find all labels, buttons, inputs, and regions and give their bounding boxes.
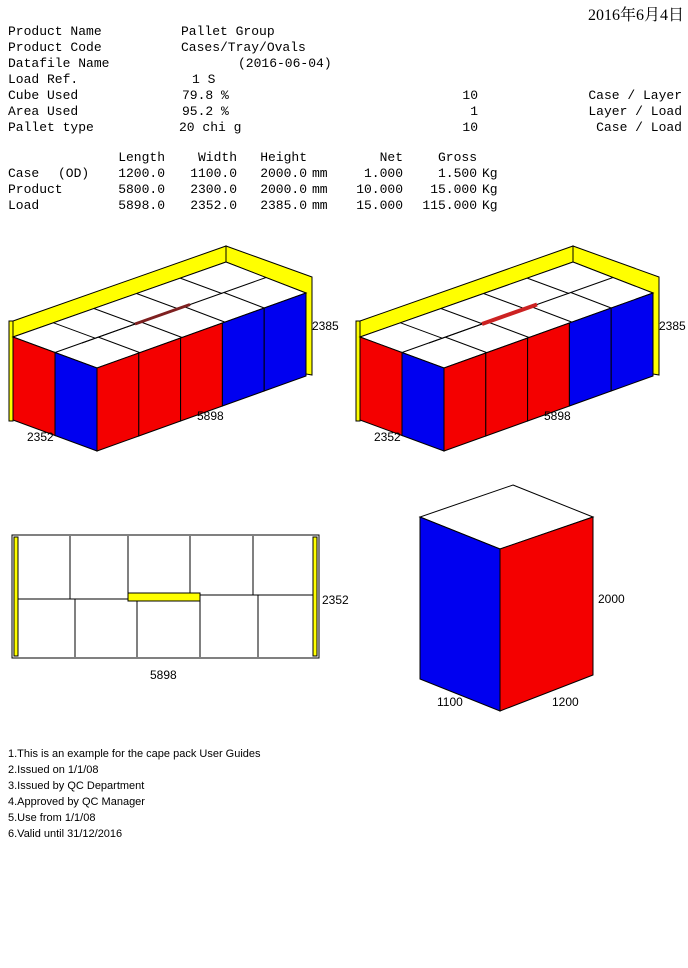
dim-row-product (0, 182, 688, 198)
dim-row-load (0, 198, 688, 214)
case-face-front-4 (569, 308, 611, 406)
info-count: 10 (462, 120, 478, 135)
dim-row-name: Case (8, 166, 40, 181)
dim-length: 5800.0 (118, 182, 165, 197)
dim-unit: mm (312, 166, 328, 181)
info-row-product-code (0, 40, 688, 56)
load-top-view (0, 525, 360, 690)
dim-width: 1100.0 (190, 166, 237, 181)
load-width-label: 2352 (27, 430, 54, 444)
load-iso-view-1 (0, 240, 345, 455)
note-line: 6.Valid until 31/12/2016 (8, 828, 123, 840)
dim-height: 2000.0 (260, 182, 307, 197)
info-count-unit: Layer / Load (588, 104, 682, 119)
dim-weight-unit: Kg (482, 166, 498, 181)
info-row-area-used (0, 104, 688, 120)
case-face-front-5 (264, 293, 306, 391)
case-right-face (500, 517, 593, 711)
info-row-load-ref (0, 72, 688, 88)
footer-notes (8, 746, 261, 842)
case-height-label: 2000 (598, 592, 625, 606)
load-width-label: 2352 (374, 430, 401, 444)
case-length-label: 1200 (552, 695, 579, 709)
load-length-label: 5898 (544, 409, 571, 423)
case-face-end-2 (402, 353, 444, 452)
pallet-wall-end-sliver (9, 321, 13, 421)
info-row-datafile-name (0, 56, 688, 72)
info-label: Product Code (8, 40, 102, 55)
dim-gross: 15.000 (430, 182, 477, 197)
note-line: 1.This is an example for the cape pack User Guides (8, 748, 261, 760)
col-header-width: Width (197, 150, 237, 165)
info-count-unit: Case / Load (596, 120, 682, 135)
info-value: (2016-06-04) (238, 56, 332, 71)
info-row-pallet-type (0, 120, 688, 136)
dim-length: 1200.0 (118, 166, 165, 181)
case-iso-view (395, 475, 645, 720)
case-face-front-2 (486, 338, 528, 436)
case-face-end-2 (55, 353, 97, 452)
note-line: 3.Issued by QC Department (8, 780, 145, 792)
dim-unit: mm (312, 198, 328, 213)
case-face-front-4 (222, 308, 264, 406)
info-row-cube-used (0, 88, 688, 104)
pallet-wall-left (14, 537, 18, 656)
load-width-label: 2352 (322, 593, 349, 607)
info-label: Load Ref. (8, 72, 79, 87)
dim-row-name: Product (8, 182, 63, 197)
info-count-unit: Case / Layer (588, 88, 682, 103)
case-face-front-5 (611, 293, 653, 391)
info-label: Pallet type (8, 120, 94, 135)
info-label: Product Name (8, 24, 102, 39)
dim-net: 1.000 (363, 166, 403, 181)
load-height-label: 2385 (659, 319, 686, 333)
dim-net: 15.000 (356, 198, 403, 213)
case-face-front-1 (444, 353, 486, 451)
case-face-end-1 (13, 337, 55, 436)
dim-row-qualifier: (OD) (58, 166, 90, 181)
info-value: 79.8 % (182, 88, 229, 103)
dim-row-case (0, 166, 688, 182)
dim-weight-unit: Kg (482, 182, 498, 197)
case-face-front-2 (139, 338, 181, 436)
pallet-wall-right (313, 537, 317, 656)
info-label: Area Used (8, 104, 79, 119)
note-line: 5.Use from 1/1/08 (8, 812, 96, 824)
case-face-end-1 (360, 337, 402, 436)
col-header-net: Net (379, 150, 403, 165)
load-length-label: 5898 (150, 668, 177, 682)
dim-table-header (0, 150, 688, 166)
dim-height: 2385.0 (260, 198, 307, 213)
dim-length: 5898.0 (118, 198, 165, 213)
dim-unit: mm (312, 182, 328, 197)
dim-weight-unit: Kg (482, 198, 498, 213)
note-line: 2.Issued on 1/1/08 (8, 764, 99, 776)
note-line: 4.Approved by QC Manager (8, 796, 145, 808)
dim-row-name: Load (8, 198, 40, 213)
col-header-height: Height (260, 150, 307, 165)
case-face-front-3 (528, 323, 570, 421)
info-count: 1 (470, 104, 478, 119)
info-value: 1 S (192, 72, 216, 87)
case-face-front-1 (97, 353, 139, 451)
col-header-gross: Gross (437, 150, 477, 165)
info-value: 95.2 % (182, 104, 229, 119)
info-count: 10 (462, 88, 478, 103)
dim-gross: 1.500 (437, 166, 477, 181)
col-header-length: Length (118, 150, 165, 165)
dim-width: 2300.0 (190, 182, 237, 197)
dim-net: 10.000 (356, 182, 403, 197)
info-label: Cube Used (8, 88, 79, 103)
load-height-label: 2385 (312, 319, 339, 333)
case-face-front-3 (181, 323, 223, 421)
dim-height: 2000.0 (260, 166, 307, 181)
dim-width: 2352.0 (190, 198, 237, 213)
info-value: 20 chi g (179, 120, 242, 135)
load-length-label: 5898 (197, 409, 224, 423)
info-row-product-name (0, 24, 688, 40)
info-value: Cases/Tray/Ovals (181, 40, 306, 55)
info-label: Datafile Name (8, 56, 110, 71)
pallet-wall-end-sliver (356, 321, 360, 421)
info-value: Pallet Group (181, 24, 275, 39)
case-width-label: 1100 (437, 695, 463, 709)
pallet-wall-middle (128, 593, 200, 601)
dim-gross: 115.000 (422, 198, 477, 213)
report-date: 2016年6月4日 (587, 7, 684, 24)
load-iso-view-2 (347, 240, 688, 455)
case-left-face (420, 517, 500, 711)
